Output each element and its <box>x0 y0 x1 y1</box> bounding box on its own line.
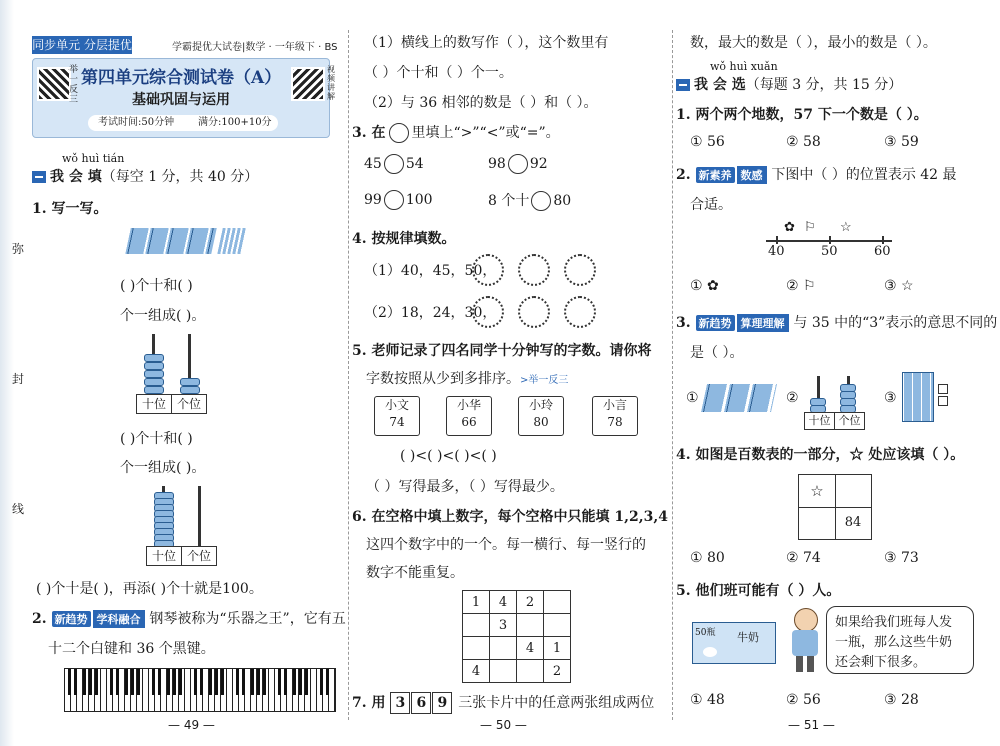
abacus-rod <box>198 486 201 546</box>
page-number-51: — 51 — <box>788 718 835 732</box>
c1-left: 45 <box>364 156 382 172</box>
q7-text: 三张卡片中的任意两张组成两位 <box>458 695 655 711</box>
c3-q2-opt1[interactable]: ① ✿ <box>690 278 719 294</box>
axis-label-50: 50 <box>821 244 838 259</box>
c3-q1-opt3[interactable]: ③ 59 <box>884 134 919 150</box>
compare-circle-icon[interactable] <box>531 191 551 211</box>
grid-cell[interactable]: 4 <box>490 591 517 614</box>
card-num: 66 <box>461 415 477 429</box>
c3-q2-opt3[interactable]: ③ ☆ <box>884 278 914 294</box>
abacus-tens-label: 十位 <box>136 394 172 414</box>
c3-q3 <box>676 312 997 332</box>
grid-cell[interactable]: 3 <box>490 614 517 637</box>
abacus-ones-label: 个位 <box>171 394 207 414</box>
qr-label-left: 举一反三 <box>69 65 79 105</box>
grid-cell[interactable]: 4 <box>463 660 490 683</box>
section2-heading <box>676 74 902 94</box>
page-number-50: — 50 — <box>480 718 527 732</box>
c3-q4-opt2[interactable]: ② 74 <box>786 550 821 566</box>
answer-flower-icon[interactable] <box>518 254 550 286</box>
c3-q3-opt1[interactable]: ① <box>686 390 699 406</box>
grid-cell[interactable] <box>544 591 571 614</box>
q3-text: 里填上“>”“<”或“=”。 <box>411 125 560 141</box>
q2-sub1-line2: （ ）个十和（ ）个一。 <box>364 65 513 81</box>
grid-cell[interactable] <box>490 637 517 660</box>
c3-q1: 1. 两个两个地数，57 下一个数是（ ）。 <box>676 107 928 123</box>
number-card: 9 <box>432 692 452 714</box>
section1-pinyin: wǒ huì tián <box>62 152 125 165</box>
q2-prompt <box>32 608 346 628</box>
c3-q5-opt1[interactable]: ① 48 <box>690 692 725 708</box>
answer-flower-icon[interactable] <box>472 254 504 286</box>
student-card-3 <box>518 396 564 436</box>
q1-line5: ( )个十是( )，再添( )个十就是100。 <box>36 581 263 597</box>
section2-title: 我 会 选 <box>694 77 746 93</box>
test-subtitle: 基础巩固与运用 <box>132 92 230 108</box>
most-least-line: （ ）写得最多，（ ）写得最少。 <box>366 479 564 495</box>
c3-q5: 5. 他们班可能有（ ）人。 <box>676 583 841 599</box>
order-line: ( )<( )<( )<( ) <box>400 448 497 464</box>
q2-number: 2. <box>32 611 47 627</box>
milk-count-label: 50瓶 <box>695 628 716 638</box>
c2-left: 98 <box>488 156 506 172</box>
c3-q4-opt3[interactable]: ③ 73 <box>884 550 919 566</box>
sudoku-grid <box>462 590 571 683</box>
grid-cell[interactable] <box>517 660 544 683</box>
compare-4 <box>488 190 571 211</box>
boy-head-icon <box>794 608 818 632</box>
abacus-bead <box>180 378 200 386</box>
unit-badge: 同步单元 分层提优 <box>32 38 132 52</box>
q6-text3: 数字不能重复。 <box>366 565 464 581</box>
axis-label-60: 60 <box>874 244 891 259</box>
grid-cell[interactable]: 2 <box>544 660 571 683</box>
speech-bubble <box>826 606 974 674</box>
seq-2: （2）18，24，30， <box>364 305 497 321</box>
ten-sticks-bundles-icon <box>125 228 217 254</box>
c2-right: 92 <box>529 156 548 172</box>
bundles-icon <box>701 384 777 412</box>
grid-cell[interactable]: 1 <box>544 637 571 660</box>
section2-note: （每题 3 分，共 15 分） <box>745 77 903 93</box>
q7-cont: 数，最大的数是（ ），最小的数是（ ）。 <box>690 35 937 51</box>
hundred-chart-fragment <box>798 474 872 540</box>
section1-title: 我 会 填 <box>50 169 102 185</box>
flag-marker-icon: ⚐ <box>804 220 816 235</box>
margin-label-2: 封 <box>12 372 25 386</box>
cow-icon <box>703 647 717 657</box>
star-icon: ☆ <box>810 482 824 500</box>
q3-prompt <box>352 122 560 143</box>
margin-label-1: 弥 <box>12 242 25 256</box>
c3-q2-tag2: 数感 <box>737 166 767 184</box>
c3-q1-opt1[interactable]: ① 56 <box>690 134 725 150</box>
tick <box>829 236 831 244</box>
speech-line-1: 如果给我们班每人发 <box>835 615 953 630</box>
grid-cell[interactable]: 2 <box>517 591 544 614</box>
student-card-4 <box>592 396 638 436</box>
mini-abacus <box>804 376 864 430</box>
number-card: 6 <box>411 692 431 714</box>
c3-q2-opt2[interactable]: ② ⚐ <box>786 278 816 294</box>
speech-line-3: 还会剩下很多。 <box>835 655 927 670</box>
speech-line-2: 一瓶，那么这些牛奶 <box>835 635 953 650</box>
unit-cube-icon <box>938 396 948 406</box>
page-number-value: 51 <box>803 718 820 732</box>
margin-label-3: 线 <box>12 502 25 516</box>
compare-circle-icon[interactable] <box>384 154 404 174</box>
c3-q5-opt2[interactable]: ② 56 <box>786 692 821 708</box>
grid-cell[interactable] <box>463 637 490 660</box>
c3-q2-text: 下图中（ ）的位置表示 42 最 <box>771 167 957 183</box>
axis-label-40: 40 <box>768 244 785 259</box>
boy-leg-icon <box>807 656 814 672</box>
abacus-ones-label: 个位 <box>834 412 865 430</box>
flower-marker-icon: ✿ <box>784 220 795 235</box>
answer-flower-icon[interactable] <box>472 296 504 328</box>
number-line <box>766 220 892 266</box>
exam-time: 考试时间:50分钟 <box>98 117 175 128</box>
tens-rods-icon <box>902 372 934 422</box>
number-card: 3 <box>390 692 410 714</box>
card-name: 小华 <box>456 398 481 412</box>
qr-label-right: 视频讲解 <box>327 65 335 101</box>
answer-flower-icon[interactable] <box>518 296 550 328</box>
c3-q3-opt2[interactable]: ② <box>786 390 799 406</box>
section1-heading <box>32 166 258 186</box>
q1-line3: ( )个十和( ) <box>120 431 193 447</box>
c3-q3-text2: 是（ ）。 <box>690 345 744 361</box>
q1-line1: ( )个十和( ) <box>120 278 193 294</box>
c3-q3-text: 与 35 中的“3”表示的意思不同的 <box>793 315 998 331</box>
section1-note: （每空 1 分，共 40 分） <box>101 169 259 185</box>
grid-cell[interactable] <box>463 614 490 637</box>
abacus-bead <box>144 354 164 362</box>
card-name: 小玲 <box>528 398 553 412</box>
c3-right: 100 <box>405 192 433 208</box>
card-name: 小文 <box>384 398 409 412</box>
title-panel <box>32 58 335 138</box>
piano-keyboard-image <box>64 668 336 712</box>
grid-cell[interactable] <box>544 614 571 637</box>
q2-tag: 新趋势 <box>52 611 91 627</box>
q1-line4: 个一组成( )。 <box>120 460 206 476</box>
card-num: 78 <box>607 415 623 429</box>
abacus-ones-label: 个位 <box>181 546 217 566</box>
unit-cube-icon <box>938 384 948 394</box>
q1-label: 1. 写一写。 <box>32 201 108 217</box>
abacus-1 <box>136 334 208 412</box>
c3-q4-opt1[interactable]: ① 80 <box>690 550 725 566</box>
info-pill <box>88 115 278 131</box>
compare-circle-icon[interactable] <box>384 190 404 210</box>
student-card-1 <box>374 396 420 436</box>
q3-label: 3. 在 <box>352 125 386 141</box>
boy-leg-icon <box>796 656 803 672</box>
card-num: 80 <box>533 415 549 429</box>
compare-circle-icon <box>389 123 409 143</box>
q5-text2 <box>366 368 568 388</box>
compare-circle-icon[interactable] <box>508 154 528 174</box>
cell-84: 84 <box>844 515 862 530</box>
page-49 <box>0 0 345 746</box>
c3-q3-tag2: 算理理解 <box>737 314 789 332</box>
abacus-bead <box>180 386 200 394</box>
abacus-tens-label: 十位 <box>804 412 835 430</box>
star-marker-icon: ☆ <box>840 220 852 235</box>
q4-label: 4. 按规律填数。 <box>352 231 456 247</box>
student-card-2 <box>446 396 492 436</box>
page-number-49: — 49 — <box>168 718 215 732</box>
qr-code-left-icon <box>37 67 71 101</box>
abacus-2 <box>146 486 218 564</box>
q2-tag2: 学科融合 <box>93 610 145 628</box>
q2-text2: 十二个白键和 36 个黑键。 <box>48 641 215 657</box>
abacus-bead <box>144 386 164 394</box>
abacus-bead <box>144 378 164 386</box>
section2-pinyin: wǒ huì xuǎn <box>710 60 778 73</box>
page-number-value: 49 <box>183 718 200 732</box>
page-51 <box>676 0 998 746</box>
page-number-value: 50 <box>495 718 512 732</box>
section-marker-icon <box>32 171 46 183</box>
q7-prompt <box>352 692 654 714</box>
answer-flower-icon[interactable] <box>564 254 596 286</box>
c4-left: 8 个十 <box>488 193 530 209</box>
q6-label: 6. 在空格中填上数字，每个空格中只能填 1,2,3,4 <box>352 509 668 525</box>
c3-q3-tag: 新趋势 <box>696 315 735 331</box>
grid-cell[interactable]: 4 <box>517 637 544 660</box>
c3-left: 99 <box>364 192 382 208</box>
q5-label: 5. 老师记录了四名同学十分钟写的字数。请你将 <box>352 343 652 359</box>
compare-2 <box>488 154 548 174</box>
card-name: 小言 <box>602 398 627 412</box>
q6-text2: 这四个数字中的一个。每一横行、每一竖行的 <box>366 537 646 553</box>
answer-flower-icon[interactable] <box>564 296 596 328</box>
exam-score: 满分:100+10分 <box>198 117 272 128</box>
boy-body-icon <box>792 630 818 656</box>
boy-illustration <box>790 608 820 672</box>
series-label: 学霸提优大试卷|数学 · 一年级下 · BS <box>172 42 338 53</box>
column-divider <box>348 30 349 720</box>
column-divider <box>672 30 673 720</box>
c3-q3-number: 3. <box>676 315 691 331</box>
abacus-bead <box>144 370 164 378</box>
section-marker-icon <box>676 79 690 91</box>
c3-q5-opt3[interactable]: ③ 28 <box>884 692 919 708</box>
q2-sub2: （2）与 36 相邻的数是（ ）和（ ）。 <box>364 95 598 111</box>
card-num: 74 <box>389 415 405 429</box>
q2-text: 钢琴被称为“乐器之王”，它有五 <box>149 611 346 627</box>
q5-sub: 字数按照从少到多排序。 <box>366 371 520 387</box>
test-title: 第四单元综合测试卷（A） <box>81 68 282 88</box>
piano-black-keys <box>65 669 335 695</box>
c1-right: 54 <box>405 156 424 172</box>
q5-link[interactable]: >举一反三 <box>520 375 569 386</box>
c3-q4: 4. 如图是百数表的一部分，☆ 处应该填（ ）。 <box>676 447 965 463</box>
c3-q2-tag: 新素养 <box>696 167 735 183</box>
c3-q2-number: 2. <box>676 167 691 183</box>
milk-label: 牛奶 <box>737 631 759 644</box>
compare-1 <box>364 154 424 174</box>
page-50 <box>352 0 672 746</box>
tick <box>882 236 884 244</box>
qr-code-right-icon <box>291 67 325 101</box>
grid-cell[interactable] <box>517 614 544 637</box>
q1-line2: 个一组成( )。 <box>120 308 206 324</box>
c4-right: 80 <box>553 193 572 209</box>
seq-1: （1）40，45，50， <box>364 263 497 279</box>
bundles-image <box>128 224 248 260</box>
c3-q2-text2: 合适。 <box>690 197 732 213</box>
single-sticks-icon <box>217 228 247 254</box>
grid-cell[interactable]: 1 <box>463 591 490 614</box>
c3-q3-opt3[interactable]: ③ <box>884 390 897 406</box>
c3-q2 <box>676 164 957 184</box>
c3-q1-opt2[interactable]: ② 58 <box>786 134 821 150</box>
milk-box-image <box>692 622 776 664</box>
q2-sub1: （1）横线上的数写作（ ），这个数里有 <box>364 35 609 51</box>
abacus-bead <box>144 362 164 370</box>
q7-label: 7. 用 <box>352 695 386 711</box>
abacus-tens-label: 十位 <box>146 546 182 566</box>
compare-3 <box>364 190 433 210</box>
tick <box>776 236 778 244</box>
grid-cell[interactable] <box>490 660 517 683</box>
